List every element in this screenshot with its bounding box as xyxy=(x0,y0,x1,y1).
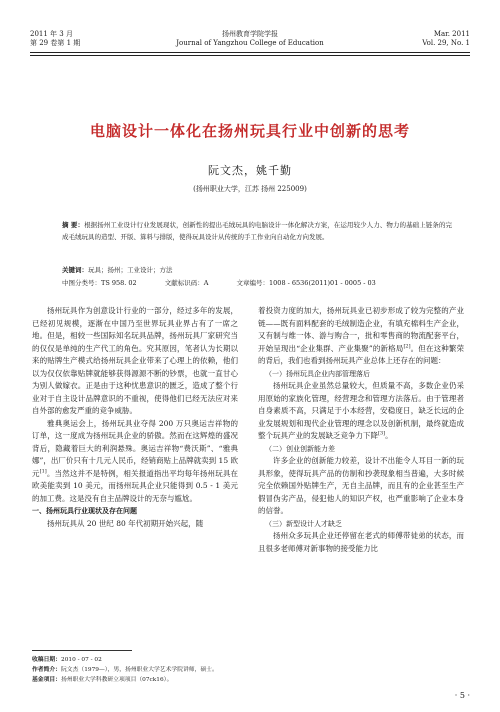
article-title: 电脑设计一体化在扬州玩具行业中创新的思考 xyxy=(89,122,410,140)
paragraph-text: 雅典奥运会上，扬州玩具业夺得 200 万只奥运吉祥物的订单，这一度成为扬州玩具企业的骄傲。然而在这辉煌的盛况背后，隐藏着巨大的利润悬殊。奥运吉祥物“费沃斯”、“雅典娜”，出厂价只有十几元人民币，经销商贴上品牌就卖到 15 欧元 xyxy=(32,418,238,478)
footnote-rule xyxy=(32,650,132,651)
abstract-label: 摘 要： xyxy=(62,221,85,229)
header-volume-en: Vol. 29, No. 1 xyxy=(422,39,470,47)
footnote-author xyxy=(32,665,472,675)
keywords-label: 关键词： xyxy=(62,266,88,274)
header-rule-thin xyxy=(30,55,470,56)
footnotes xyxy=(32,655,472,685)
header-rule-thick xyxy=(30,52,470,53)
body-paragraph: 许多企业的创新能力较差，设计不出能令人耳目一新的玩具形象，使得玩具产品的仿制和抄袭现象相当普遍，大多时候完全依赖国外贴牌生产，无自主品牌，而且有的企业甚至生产假冒伪劣产品，侵犯他人的知识产权，也严重影响了企业本身的信誉。 xyxy=(258,456,464,515)
body-paragraph: 扬州玩具作为创意设计行业的一部分，经过多年的发展，已经初见规模，逐渐在中国乃至世界玩具业界占有了一席之地。但是，相较一些国际知名玩具品牌，扬州玩具厂家研究当的仅仅是单纯的生产代工的角色。究其原因，笔者认为长期以来的贴牌生产模式给扬州玩具企业带来了心理上的依赖，他们以为仅仅依靠贴牌就能够获得源源不断的钞票，也就一直甘心为别人做嫁衣。正是由于这种忧患意识的匮乏，造成了整个行业对于自主设计品牌意识的不重视，使得他们已经无法应对来自外部的愈发严重的竞争威胁。 xyxy=(32,306,238,415)
section-heading: 一、扬州玩具行业现状及存在问题 xyxy=(32,507,137,515)
footnote-text: 阮文杰（1979—），男，扬州职业大学艺术学院讲师，硕士。 xyxy=(61,667,218,673)
footnote-text: 2010 - 07 - 02 xyxy=(61,657,102,663)
article-number: 文章编号：1008 - 6536(2011)01 - 0005 - 03 xyxy=(236,279,376,287)
footnote-label: 收稿日期： xyxy=(32,657,61,663)
paragraph-text: 。但在这种繁荣的背后，我们也看到扬州玩具产业总体上还存在的问题： xyxy=(258,343,464,365)
keywords-text: 玩具；扬州；工业设计；方法 xyxy=(88,266,173,274)
header-issue-info-en xyxy=(422,30,470,48)
body-column-left xyxy=(32,305,238,530)
classification-line xyxy=(62,278,472,288)
abstract-text: 根据扬州工业设计行业发展现状，创新性的提出毛绒玩具的电脑设计一体化解决方案，在运用较少人力、物力的基础上链条的完成毛绒玩具的造型、开版、算料与排版，使得玩具设计从传统的手工作业向自动化方向发展。 xyxy=(62,221,453,241)
footnote-label: 作者简介： xyxy=(32,667,61,673)
header-journal-cn: 扬州教育学院学报 xyxy=(222,30,278,38)
footnote-fund xyxy=(32,675,472,685)
footnote-received xyxy=(32,655,472,665)
paragraph-text: 。 xyxy=(385,431,393,440)
citation-ref: [1] xyxy=(39,468,47,474)
body-column-right xyxy=(258,305,464,555)
clc-number: 中图分类号：TS 958. 02 xyxy=(62,279,137,287)
body-paragraph: 扬州玩具从 20 世纪 80 年代初期开始兴起，随 xyxy=(47,518,204,528)
subsection-heading: （三）新型设计人才缺乏 xyxy=(265,519,342,528)
paragraph-text: 。当然这并不是特例，相关报道指出平均每年扬州玩具在欧美能卖到 10 美元，而扬州玩具企业只能得到 0.5 - 1 美元的加工费。这是没有自主品牌设计的无奈与尴尬。 xyxy=(32,468,239,503)
subsection-heading: （二）创业创新能力差 xyxy=(265,444,335,453)
citation-ref: [2] xyxy=(403,343,411,349)
body-paragraph xyxy=(258,380,464,443)
header-journal-en: Journal of Yangzhou College of Education xyxy=(176,39,324,47)
document-code: 文献标识码：A xyxy=(164,279,209,287)
header-date-cn: 2011 年 3 月 xyxy=(30,30,73,38)
paragraph-text: 着投资力度的加大，扬州玩具业已初步形成了较为完整的产业链——既有面料配套的毛绒制造企业，有填充棉料生产企业，又有制与维一体、游与购合一，批和零售商的物流配套平台，开始呈现出“企业集群、产业集聚”的新格局 xyxy=(258,306,464,353)
page-number: · 5 · xyxy=(454,691,470,700)
keywords xyxy=(62,265,452,275)
body-paragraph: 扬州众多玩具企业还停留在老式的师傅带徒弟的状态，而且很多老师傅对新事物的接受能力比 xyxy=(258,531,464,553)
subsection-heading: （一）扬州玩具企业内部管理落后 xyxy=(265,369,370,378)
citation-ref: [3] xyxy=(378,430,386,437)
header-volume-cn: 第 29 卷第 1 期 xyxy=(30,39,81,47)
body-paragraph xyxy=(258,305,464,368)
abstract xyxy=(62,219,452,243)
header-date-en: Mar. 2011 xyxy=(433,30,470,38)
paragraph-text: 扬州玩具企业虽然总量较大，但质量不高，多数企业仍采用原始的家族化管理，经营理念和管理方法落后。由于管理者自身素质不高，只满足于小本经营，安稳度日，缺乏长远的企业发展规划和现代企业管理的理念以及创新机制，最终就造成整个玩具产业的发展缺乏竞争力下降 xyxy=(258,381,464,440)
header-journal-name xyxy=(30,30,470,48)
footnote-text: 扬州职业大学科教研立项项目（07ck16）。 xyxy=(61,677,173,683)
body-paragraph xyxy=(32,418,238,506)
author-affiliation: (扬州职业大学，江苏 扬州 225009) xyxy=(193,185,307,193)
article-authors: 阮文杰，姚千勤 xyxy=(208,164,292,177)
footnote-label: 基金项目： xyxy=(32,677,61,683)
